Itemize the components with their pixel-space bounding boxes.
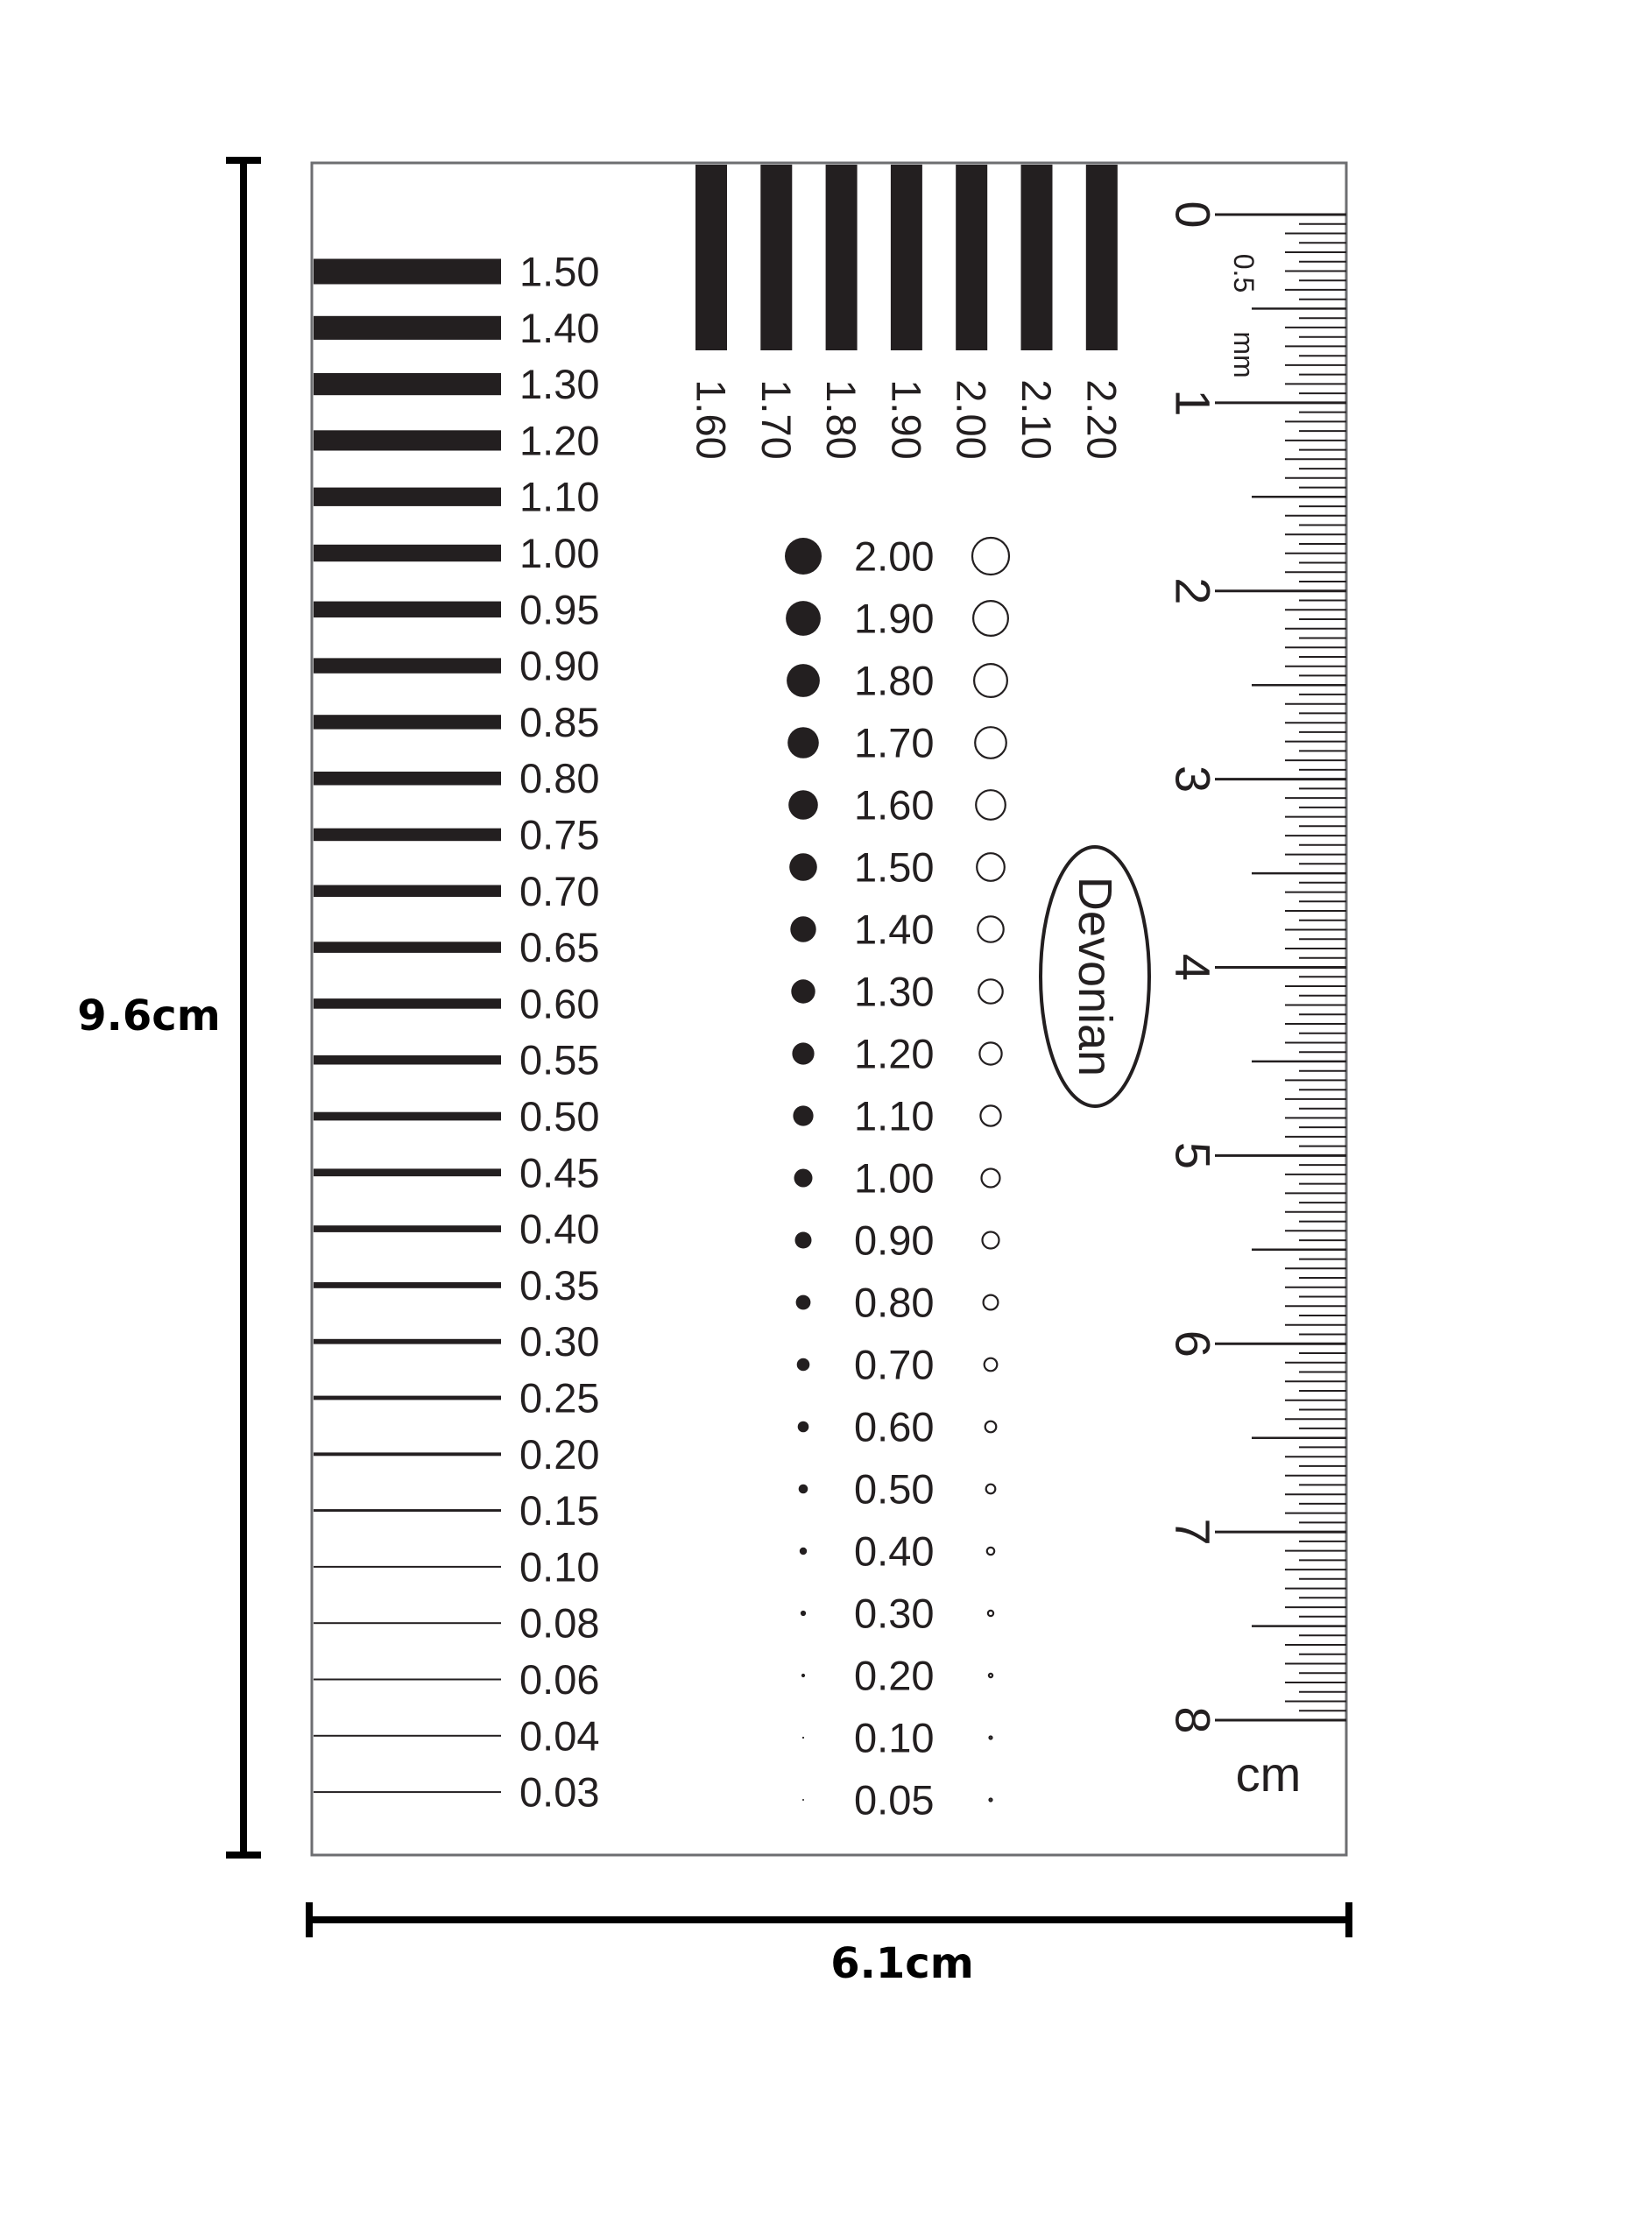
gauge-line-0.85 bbox=[314, 715, 501, 729]
gauge-line-label: 0.30 bbox=[519, 1318, 600, 1365]
top-bar-2.10 bbox=[1021, 165, 1053, 350]
gauge-line-0.90 bbox=[314, 658, 501, 673]
gauge-line-label: 0.20 bbox=[519, 1430, 600, 1478]
top-bar-label: 2.10 bbox=[1013, 379, 1060, 460]
width-dimension bbox=[309, 1902, 1349, 1988]
gauge-line-label: 0.15 bbox=[519, 1487, 600, 1534]
open-dot-1.20 bbox=[979, 1042, 1001, 1064]
gauge-line-0.65 bbox=[314, 942, 501, 953]
top-bar-label: 2.20 bbox=[1078, 379, 1126, 460]
gauge-line-label: 0.03 bbox=[519, 1768, 600, 1816]
gauge-line-0.95 bbox=[314, 602, 501, 617]
filled-dot-1.20 bbox=[792, 1042, 814, 1064]
gauge-line-label: 1.00 bbox=[519, 530, 600, 576]
top-bar-label: 1.60 bbox=[688, 379, 735, 460]
dot-label: 1.10 bbox=[854, 1092, 935, 1139]
filled-dot-0.60 bbox=[798, 1421, 809, 1433]
dot-label: 1.30 bbox=[854, 968, 935, 1015]
top-bar-label: 1.90 bbox=[883, 379, 930, 460]
top-bar-gauge bbox=[688, 165, 1126, 460]
filled-dot-1.50 bbox=[789, 853, 817, 881]
gauge-line-0.75 bbox=[314, 829, 501, 842]
filled-dot-1.40 bbox=[790, 916, 815, 942]
filled-dot-0.80 bbox=[796, 1295, 811, 1310]
ruler-number: 2 bbox=[1165, 577, 1221, 605]
gauge-line-label: 1.20 bbox=[519, 417, 600, 464]
filled-dot-0.90 bbox=[795, 1232, 812, 1249]
gauge-line-label: 1.50 bbox=[519, 248, 600, 295]
gauge-line-label: 0.40 bbox=[519, 1205, 600, 1252]
ruler-number: 7 bbox=[1165, 1518, 1221, 1546]
gauge-line-0.06 bbox=[314, 1679, 501, 1681]
gauge-line-0.80 bbox=[314, 772, 501, 786]
gauge-line-0.70 bbox=[314, 885, 501, 898]
ruler-unit-label: cm bbox=[1235, 1746, 1302, 1802]
width-label: 6.1cm bbox=[830, 1939, 974, 1988]
open-dot-1.60 bbox=[976, 790, 1006, 820]
open-dot-0.70 bbox=[985, 1358, 998, 1372]
dot-label: 1.90 bbox=[854, 595, 935, 642]
ruler-number: 5 bbox=[1165, 1141, 1221, 1169]
dot-label: 1.70 bbox=[854, 719, 935, 766]
open-dot-0.30 bbox=[988, 1611, 993, 1616]
gauge-line-label: 0.95 bbox=[519, 586, 600, 633]
ruler-number: 8 bbox=[1165, 1706, 1221, 1734]
gauge-line-label: 0.50 bbox=[519, 1093, 600, 1139]
filled-dot-0.20 bbox=[801, 1674, 805, 1677]
gauge-line-0.30 bbox=[314, 1339, 501, 1344]
filled-dot-1.90 bbox=[786, 601, 821, 636]
brand-text: Devonian bbox=[1069, 876, 1121, 1077]
ruler-number: 0 bbox=[1165, 201, 1221, 229]
open-dot-1.40 bbox=[978, 916, 1003, 942]
dot-label: 0.70 bbox=[854, 1341, 935, 1388]
top-bar-label: 1.70 bbox=[752, 379, 800, 460]
ruler-minor-unit: mm bbox=[1228, 331, 1260, 378]
gauge-line-1.30 bbox=[314, 373, 501, 395]
dot-label: 1.20 bbox=[854, 1030, 935, 1077]
ruler-number: 1 bbox=[1165, 389, 1221, 417]
gauge-line-label: 0.06 bbox=[519, 1656, 600, 1703]
dot-label: 1.50 bbox=[854, 843, 935, 891]
dot-label: 0.40 bbox=[854, 1527, 935, 1575]
gauge-line-0.55 bbox=[314, 1055, 501, 1065]
gauge-line-label: 0.70 bbox=[519, 867, 600, 914]
gauge-line-0.45 bbox=[314, 1168, 501, 1176]
gauge-line-label: 0.08 bbox=[519, 1599, 600, 1647]
gauge-line-0.20 bbox=[314, 1452, 501, 1456]
gauge-line-0.40 bbox=[314, 1225, 501, 1232]
gauge-line-label: 0.10 bbox=[519, 1543, 600, 1591]
gauge-line-label: 0.75 bbox=[519, 811, 600, 858]
gauge-line-1.00 bbox=[314, 545, 501, 561]
open-dot-2.00 bbox=[972, 538, 1009, 575]
top-bar-1.70 bbox=[760, 165, 792, 350]
dot-label: 0.60 bbox=[854, 1403, 935, 1450]
gauge-line-1.50 bbox=[314, 259, 501, 285]
filled-dot-1.80 bbox=[787, 664, 820, 697]
ruler-number: 3 bbox=[1165, 765, 1221, 794]
filled-dot-1.10 bbox=[793, 1105, 813, 1125]
gauge-line-label: 0.90 bbox=[519, 642, 600, 689]
ruler-number: 4 bbox=[1165, 953, 1221, 982]
height-label: 9.6cm bbox=[77, 991, 221, 1040]
dot-label: 1.80 bbox=[854, 657, 935, 704]
top-bar-1.90 bbox=[891, 165, 922, 350]
filled-dot-0.05 bbox=[802, 1799, 804, 1801]
dot-label: 1.60 bbox=[854, 781, 935, 829]
dot-label: 2.00 bbox=[854, 533, 935, 580]
dot-label: 0.20 bbox=[854, 1652, 935, 1699]
gauge-line-1.20 bbox=[314, 430, 501, 450]
open-dot-0.05 bbox=[990, 1799, 992, 1802]
filled-dot-0.40 bbox=[800, 1548, 807, 1555]
dot-label: 0.90 bbox=[854, 1217, 935, 1264]
open-dot-1.00 bbox=[982, 1169, 1000, 1188]
open-dot-0.40 bbox=[987, 1548, 994, 1555]
brand-badge bbox=[1041, 847, 1149, 1106]
open-dot-1.70 bbox=[975, 727, 1006, 758]
filled-dot-1.00 bbox=[794, 1169, 813, 1188]
open-dot-0.50 bbox=[986, 1485, 996, 1494]
gauge-line-0.10 bbox=[314, 1566, 501, 1568]
gauge-line-0.50 bbox=[314, 1112, 501, 1121]
dot-label: 0.50 bbox=[854, 1465, 935, 1513]
filled-dot-0.30 bbox=[801, 1611, 806, 1616]
line-width-gauge bbox=[314, 249, 599, 1816]
gauge-line-label: 0.80 bbox=[519, 755, 600, 802]
gauge-line-label: 0.60 bbox=[519, 980, 600, 1027]
dot-label: 0.05 bbox=[854, 1776, 935, 1823]
open-dot-1.50 bbox=[977, 853, 1005, 881]
gauge-line-label: 0.35 bbox=[519, 1261, 600, 1309]
gauge-line-label: 1.10 bbox=[519, 473, 600, 520]
open-dot-0.90 bbox=[983, 1232, 999, 1249]
open-dot-0.60 bbox=[985, 1421, 997, 1433]
gauge-line-1.10 bbox=[314, 488, 501, 506]
open-dot-1.10 bbox=[980, 1105, 1000, 1125]
filled-dot-2.00 bbox=[785, 538, 822, 575]
top-bar-2.00 bbox=[956, 165, 987, 350]
dot-label: 0.10 bbox=[854, 1714, 935, 1761]
open-dot-0.80 bbox=[984, 1295, 999, 1310]
gauge-line-0.15 bbox=[314, 1509, 501, 1512]
gauge-line-0.60 bbox=[314, 998, 501, 1009]
filled-dot-1.70 bbox=[787, 727, 819, 758]
height-dimension bbox=[77, 160, 261, 1855]
filled-dot-0.50 bbox=[799, 1485, 808, 1494]
gauge-line-label: 1.30 bbox=[519, 361, 600, 408]
gauge-line-label: 1.40 bbox=[519, 304, 600, 351]
gauge-line-label: 0.85 bbox=[519, 698, 600, 745]
gauge-line-0.03 bbox=[314, 1791, 501, 1793]
open-dot-0.20 bbox=[989, 1674, 992, 1677]
gauge-line-0.04 bbox=[314, 1735, 501, 1737]
open-dot-0.10 bbox=[990, 1737, 992, 1739]
gauge-line-label: 0.65 bbox=[519, 924, 600, 971]
dot-label: 1.00 bbox=[854, 1154, 935, 1202]
gauge-line-0.08 bbox=[314, 1622, 501, 1624]
filled-dot-1.30 bbox=[791, 979, 815, 1003]
top-bar-label: 2.00 bbox=[948, 379, 995, 460]
dot-size-gauge bbox=[785, 533, 1009, 1823]
filled-dot-0.70 bbox=[797, 1358, 810, 1372]
gauge-line-label: 0.55 bbox=[519, 1036, 600, 1083]
dot-label: 0.30 bbox=[854, 1590, 935, 1637]
top-bar-label: 1.80 bbox=[818, 379, 865, 460]
gauge-line-label: 0.04 bbox=[519, 1712, 600, 1760]
open-dot-1.80 bbox=[974, 664, 1007, 697]
gauge-line-1.40 bbox=[314, 316, 501, 340]
top-bar-1.80 bbox=[826, 165, 858, 350]
gauge-line-0.35 bbox=[314, 1282, 501, 1288]
top-bar-2.20 bbox=[1086, 165, 1118, 350]
open-dot-1.90 bbox=[973, 601, 1008, 636]
ruler-number: 6 bbox=[1165, 1330, 1221, 1358]
open-dot-1.30 bbox=[978, 979, 1002, 1003]
dot-label: 0.80 bbox=[854, 1279, 935, 1326]
gauge-line-label: 0.45 bbox=[519, 1149, 600, 1196]
filled-dot-0.10 bbox=[802, 1737, 804, 1739]
ruler-minor-note bbox=[1228, 254, 1260, 378]
cm-ruler bbox=[1166, 201, 1347, 1733]
gauge-line-0.25 bbox=[314, 1396, 501, 1400]
ruler-minor-value: 0.5 bbox=[1228, 253, 1260, 293]
dot-label: 1.40 bbox=[854, 906, 935, 953]
gauge-line-label: 0.25 bbox=[519, 1374, 600, 1421]
filled-dot-1.60 bbox=[788, 790, 818, 820]
top-bar-1.60 bbox=[695, 165, 727, 350]
